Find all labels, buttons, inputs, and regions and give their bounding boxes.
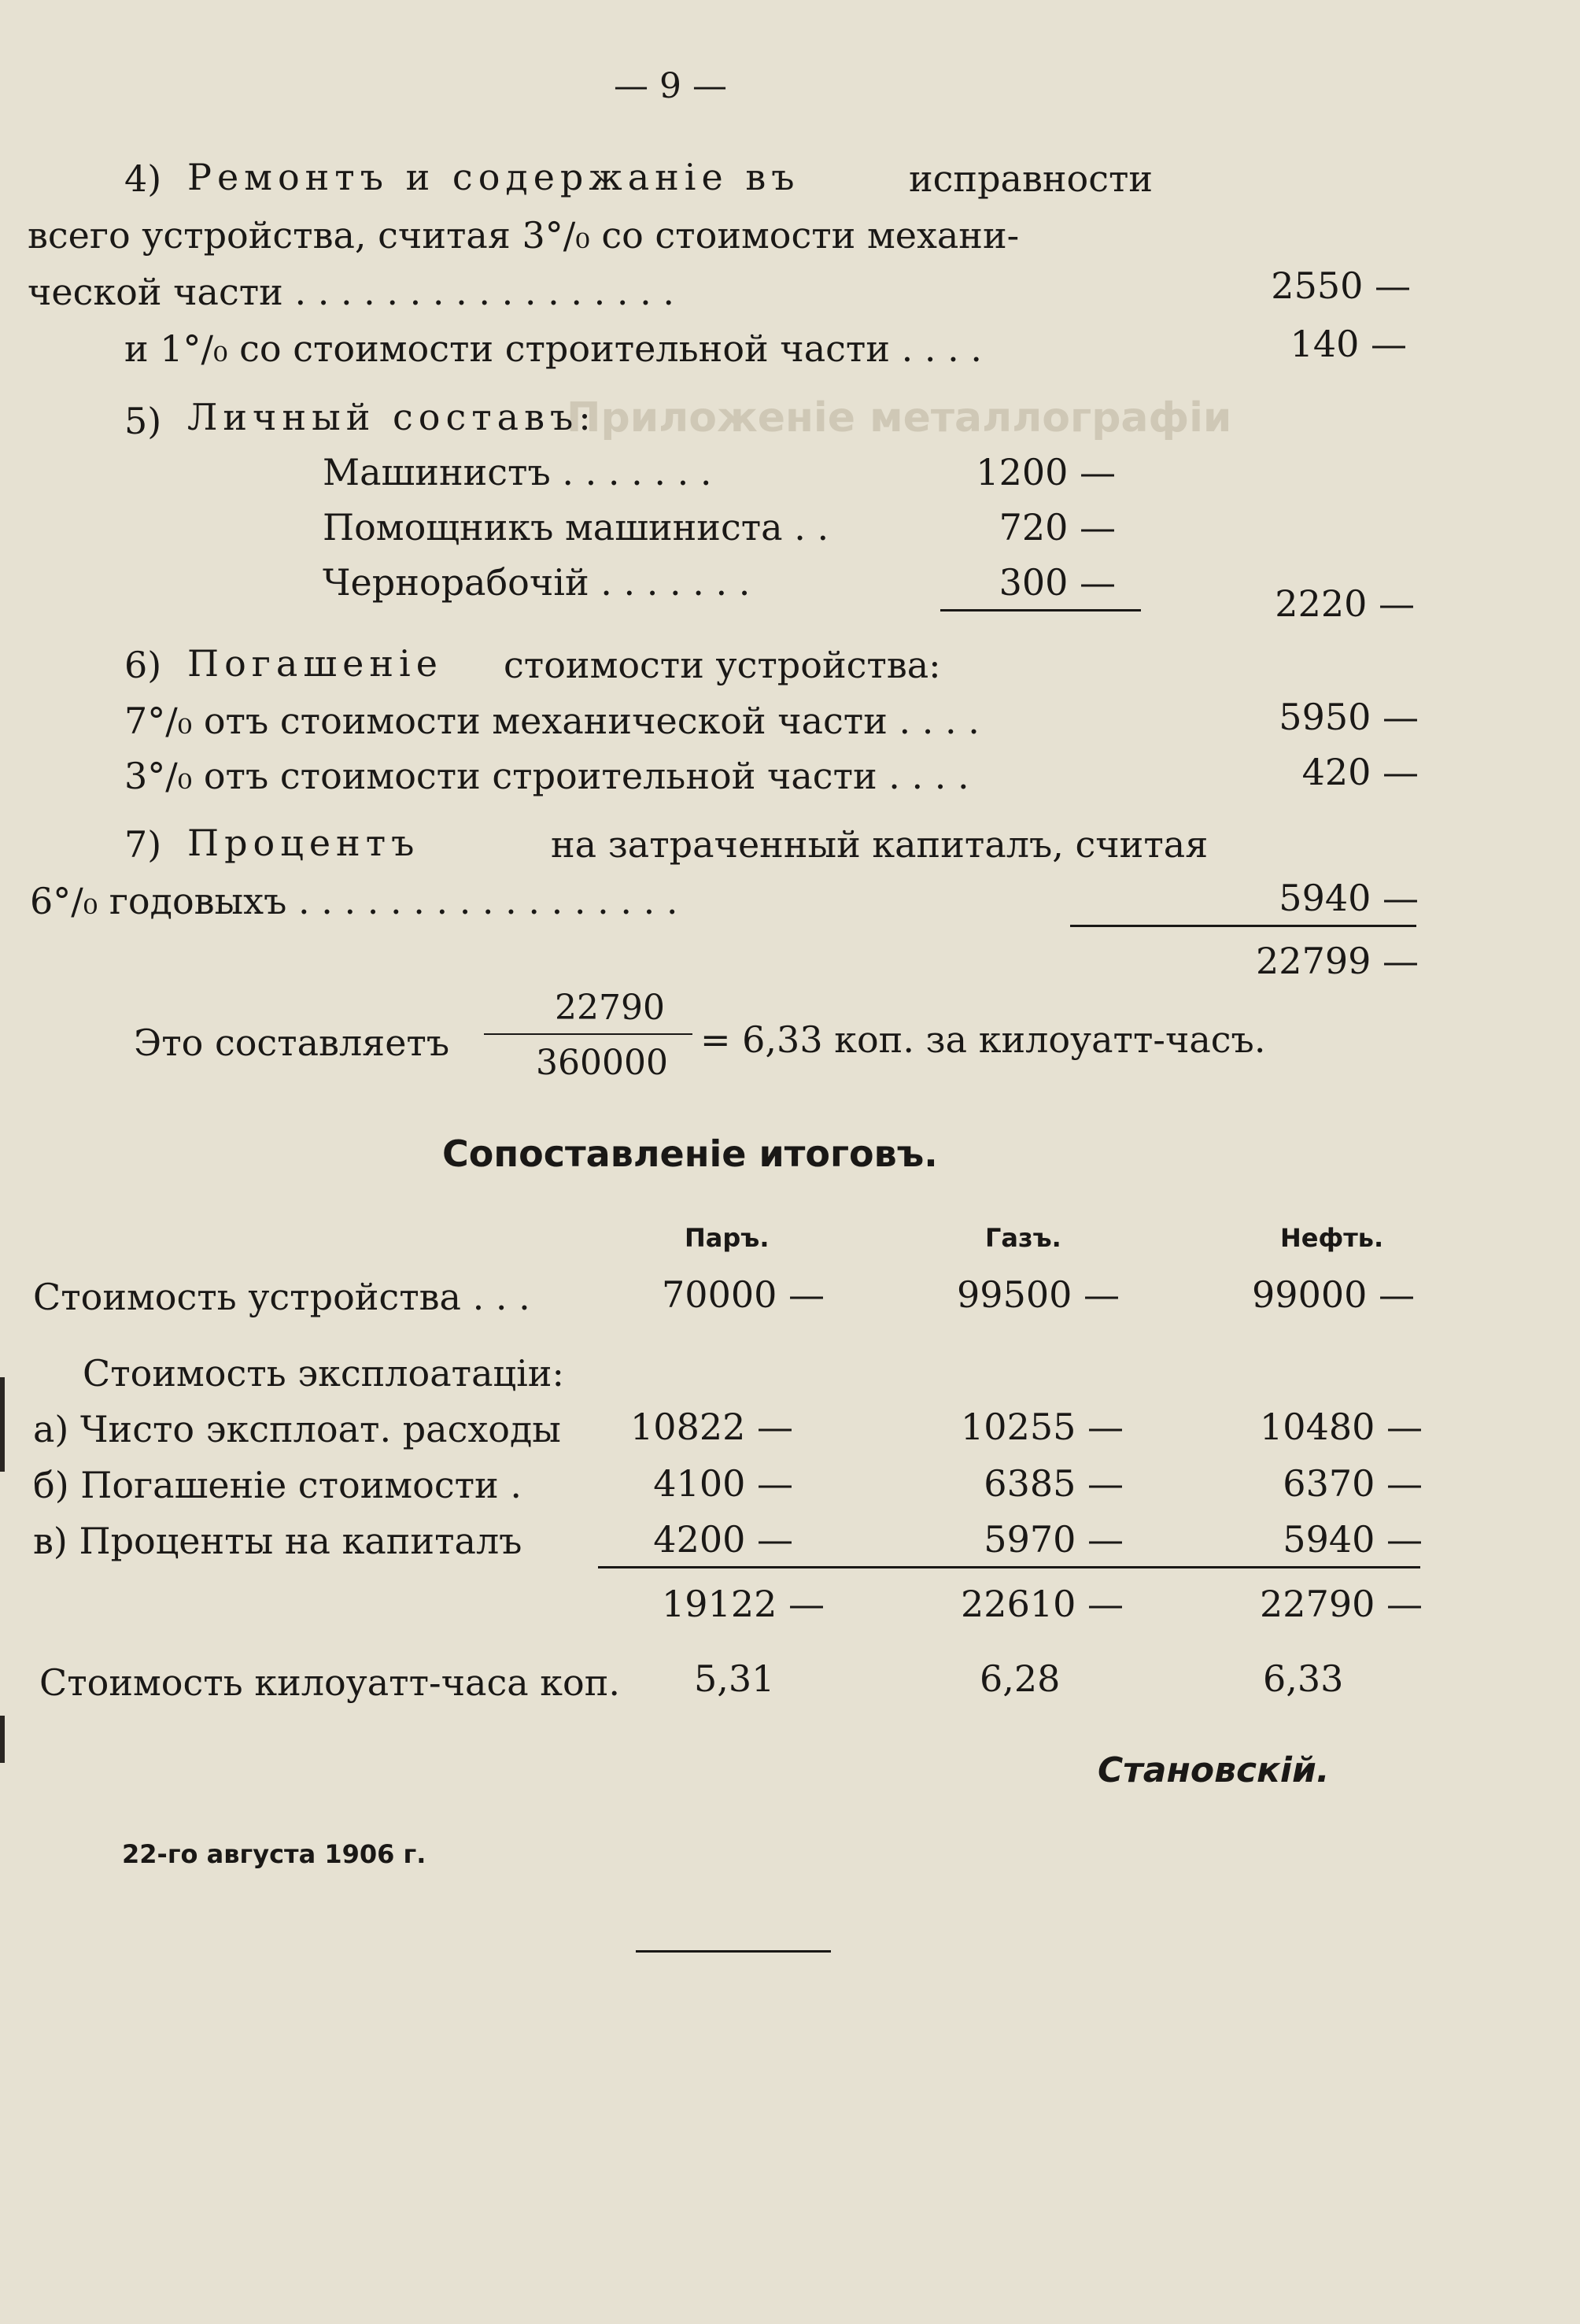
summary-title: Сопоставленіе итоговъ. bbox=[442, 1132, 938, 1175]
section-6-number: 6) bbox=[124, 644, 162, 686]
staff-item-value: 720 — bbox=[999, 506, 1116, 549]
section-6-title-rest: стоимости устройства: bbox=[504, 644, 941, 686]
install-cost-label: Стоимость устройства . . . bbox=[33, 1276, 530, 1318]
binding-edge bbox=[0, 1716, 5, 1763]
summary-total-oil: 22790 — bbox=[1260, 1583, 1423, 1625]
install-cost-steam: 70000 — bbox=[662, 1273, 825, 1316]
table-row-label: в) Проценты на капиталъ bbox=[33, 1520, 522, 1562]
column-header-steam: Паръ. bbox=[685, 1223, 770, 1253]
fraction-bar bbox=[484, 1033, 692, 1035]
table-cell-steam: 4100 — bbox=[653, 1462, 793, 1505]
section-5-total: 2220 — bbox=[1275, 582, 1415, 625]
table-cell-steam: 4200 — bbox=[653, 1518, 793, 1561]
table-cell-oil: 5940 — bbox=[1283, 1518, 1423, 1561]
install-cost-gas: 99500 — bbox=[957, 1273, 1120, 1316]
fraction-numerator: 22790 bbox=[555, 988, 665, 1028]
section-6-value-2: 420 — bbox=[1301, 751, 1419, 793]
author-signature: Становскій. bbox=[1098, 1750, 1330, 1790]
section-5-number: 5) bbox=[124, 400, 162, 442]
table-cell-gas: 5970 — bbox=[984, 1518, 1124, 1561]
table-cell-oil: 10480 — bbox=[1260, 1406, 1423, 1448]
summary-total-rule bbox=[598, 1566, 1420, 1568]
fraction-denominator: 360000 bbox=[536, 1043, 668, 1083]
column-header-gas: Газъ. bbox=[985, 1223, 1061, 1253]
section-7-title-rest: на затраченный капиталъ, считая bbox=[551, 823, 1209, 866]
kwh-cost-gas: 6,28 bbox=[980, 1657, 1061, 1700]
summary-total-steam: 19122 — bbox=[662, 1583, 825, 1625]
section-4-line-2: всего устройства, считая 3°/₀ со стоимости механи- bbox=[28, 214, 1020, 257]
staff-item-label: Помощникъ машиниста . . bbox=[323, 506, 829, 549]
staff-item-value: 1200 — bbox=[976, 451, 1116, 493]
total-rule bbox=[1070, 925, 1416, 927]
table-cell-oil: 6370 — bbox=[1283, 1462, 1423, 1505]
document-date: 22-го августа 1906 г. bbox=[122, 1839, 426, 1869]
bleed-through-text: Приложеніе металлографіи bbox=[567, 394, 1232, 442]
section-4-line-3: ческой части . . . . . . . . . . . . . . . . . bbox=[28, 271, 674, 313]
binding-edge bbox=[0, 1377, 5, 1472]
section-4-value-1: 2550 — bbox=[1271, 264, 1411, 307]
staff-item-value: 300 — bbox=[999, 561, 1116, 604]
section-4-value-2: 140 — bbox=[1290, 323, 1407, 365]
subtotal-rule bbox=[940, 609, 1141, 611]
kwh-cost-oil: 6,33 bbox=[1263, 1657, 1344, 1700]
section-6-title: Погашеніе bbox=[187, 642, 443, 685]
table-cell-gas: 10255 — bbox=[961, 1406, 1124, 1448]
grand-total: 22799 — bbox=[1256, 940, 1419, 982]
section-4-title-rest: исправности bbox=[909, 157, 1154, 200]
kwh-cost-steam: 5,31 bbox=[694, 1657, 775, 1700]
kwh-cost-label: Стоимость килоуатт-часа коп. bbox=[39, 1661, 620, 1704]
staff-item-label: Машинистъ . . . . . . . bbox=[323, 451, 712, 493]
section-4-number: 4) bbox=[124, 157, 162, 200]
summary-total-gas: 22610 — bbox=[961, 1583, 1124, 1625]
section-7-value: 5940 — bbox=[1279, 877, 1419, 919]
section-4-title: Ремонтъ и содержаніе въ bbox=[187, 156, 800, 198]
section-5-title: Личный составъ: bbox=[187, 396, 596, 438]
column-header-oil: Нефть. bbox=[1280, 1223, 1384, 1253]
install-cost-oil: 99000 — bbox=[1252, 1273, 1415, 1316]
section-6-line-1: 7°/₀ отъ стоимости механической части . . . . bbox=[124, 700, 980, 742]
section-7-number: 7) bbox=[124, 823, 162, 866]
table-cell-gas: 6385 — bbox=[984, 1462, 1124, 1505]
table-row-label: а) Чисто эксплоат. расходы bbox=[33, 1408, 561, 1450]
cost-suffix: = 6,33 коп. за килоуатт-часъ. bbox=[700, 1018, 1266, 1061]
table-row-label: б) Погашеніе стоимости . bbox=[33, 1464, 522, 1506]
section-6-value-1: 5950 — bbox=[1279, 696, 1419, 738]
page-number: — 9 — bbox=[614, 66, 727, 106]
staff-item-label: Чернорабочій . . . . . . . bbox=[323, 561, 751, 604]
cost-prefix: Это составляетъ bbox=[134, 1022, 450, 1064]
section-4-line-4: и 1°/₀ со стоимости строительной части . . . . bbox=[124, 327, 982, 370]
section-7-title: Процентъ bbox=[187, 822, 420, 864]
table-cell-steam: 10822 — bbox=[630, 1406, 793, 1448]
section-6-line-2: 3°/₀ отъ стоимости строительной части . . . . bbox=[124, 755, 969, 797]
closing-rule bbox=[636, 1950, 831, 1953]
exploitation-title: Стоимость эксплоатаціи: bbox=[83, 1352, 564, 1395]
section-7-line-2: 6°/₀ годовыхъ . . . . . . . . . . . . . . . . . bbox=[30, 880, 678, 922]
